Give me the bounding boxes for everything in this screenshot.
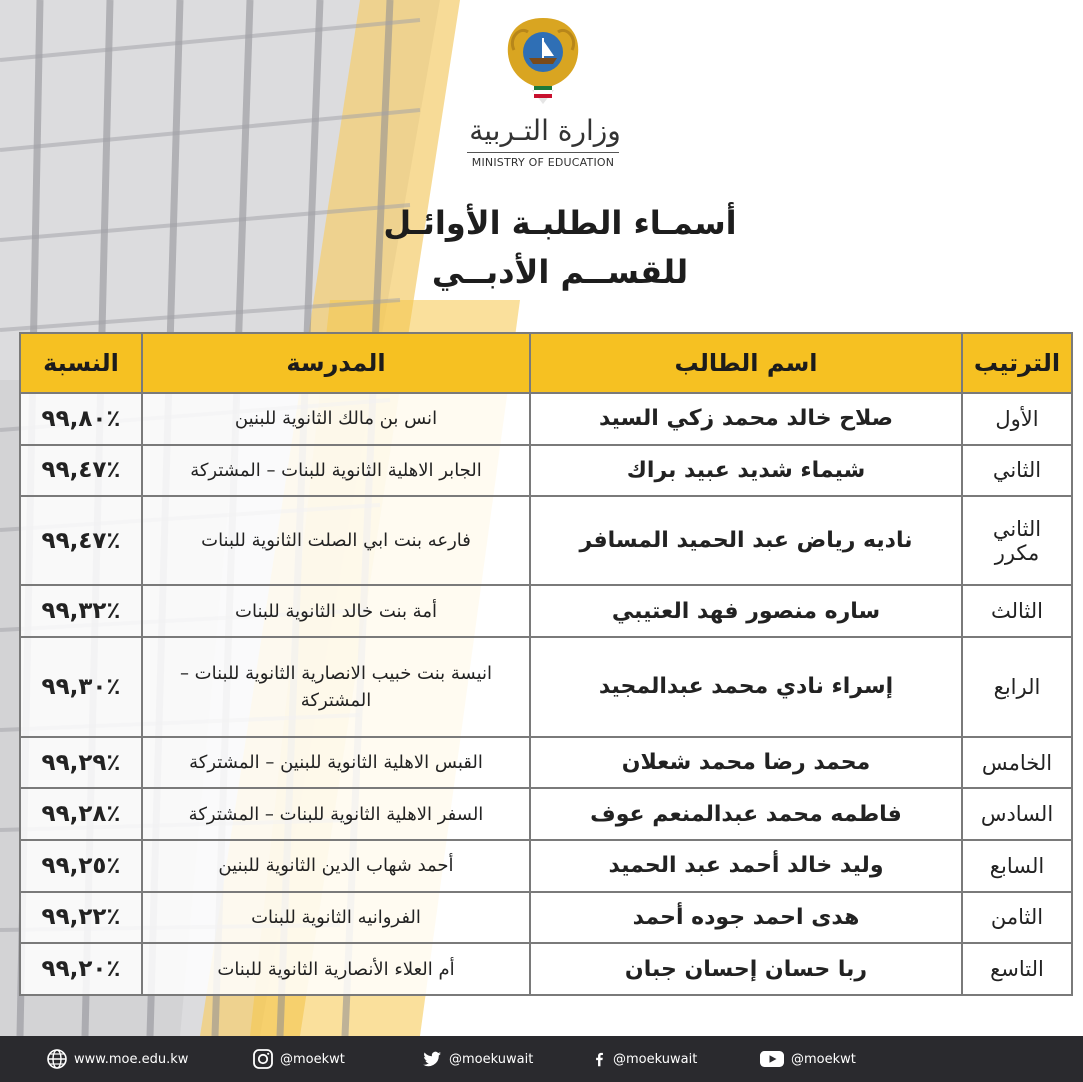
table-row xyxy=(20,496,1072,585)
school-cell: انيسة بنت خبيب الانصارية الثانوية للبنات – المشتركة xyxy=(142,637,530,737)
student-name-cell: وليد خالد أحمد عبد الحميد xyxy=(530,840,962,892)
table-row xyxy=(20,892,1072,944)
footer-bar xyxy=(0,1036,1083,1082)
footer-website-text: www.moe.edu.kw xyxy=(74,1051,189,1067)
table-row xyxy=(20,637,1072,737)
student-name-cell: شيماء شديد عبيد براك xyxy=(530,445,962,497)
top-students-table xyxy=(19,332,1073,996)
table-row xyxy=(20,393,1072,445)
globe-icon xyxy=(46,1048,68,1070)
rank-cell: التاسع xyxy=(962,943,1072,995)
school-cell: أم العلاء الأنصارية الثانوية للبنات xyxy=(142,943,530,995)
percent-cell: ٪٩٩,٢٩ xyxy=(20,737,142,789)
student-name-cell: ربا حسان إحسان جبان xyxy=(530,943,962,995)
rank-column-header: الترتيب xyxy=(962,333,1072,393)
school-cell: أحمد شهاب الدين الثانوية للبنين xyxy=(142,840,530,892)
footer-instagram-link[interactable] xyxy=(252,1036,345,1082)
percent-cell: ٪٩٩,٢٢ xyxy=(20,892,142,944)
percent-cell: ٪٩٩,٢٠ xyxy=(20,943,142,995)
facebook-icon xyxy=(591,1048,607,1070)
table-row xyxy=(20,840,1072,892)
ministry-name-english: MINISTRY OF EDUCATION xyxy=(471,156,615,169)
ministry-name-arabic: وزارة التـربية xyxy=(469,114,621,147)
name-column-header: اسم الطالب xyxy=(530,333,962,393)
footer-youtube-link[interactable] xyxy=(759,1036,856,1082)
footer-website-link[interactable] xyxy=(46,1036,188,1082)
footer-instagram-text: @moekwt xyxy=(280,1051,345,1067)
student-name-cell: إسراء نادي محمد عبدالمجيد xyxy=(530,637,962,737)
rank-cell: السابع xyxy=(962,840,1072,892)
percent-cell: ٪٩٩,٨٠ xyxy=(20,393,142,445)
twitter-icon xyxy=(421,1048,443,1070)
student-name-cell: صلاح خالد محمد زكي السيد xyxy=(530,393,962,445)
school-cell: فارعه بنت ابي الصلت الثانوية للبنات xyxy=(142,496,530,585)
rank-cell: الرابع xyxy=(962,637,1072,737)
page-title: أسمـاء الطلبـة الأوائـل xyxy=(383,204,737,242)
table-row xyxy=(20,943,1072,995)
rank-cell: الثاني مكرر xyxy=(962,496,1072,585)
percent-cell: ٪٩٩,٢٨ xyxy=(20,788,142,840)
instagram-icon xyxy=(252,1048,274,1070)
footer-facebook-text: @moekuwait xyxy=(613,1051,698,1067)
footer-twitter-link[interactable] xyxy=(421,1036,533,1082)
student-name-cell: ساره منصور فهد العتيبي xyxy=(530,585,962,637)
table-row xyxy=(20,737,1072,789)
rank-cell: الثاني xyxy=(962,445,1072,497)
rank-cell: الخامس xyxy=(962,737,1072,789)
table-row xyxy=(20,788,1072,840)
rank-cell: الأول xyxy=(962,393,1072,445)
school-cell: القبس الاهلية الثانوية للبنين – المشتركة xyxy=(142,737,530,789)
youtube-icon xyxy=(759,1048,785,1070)
footer-twitter-text: @moekuwait xyxy=(449,1051,534,1067)
page-subtitle: للقســم الأدبــي xyxy=(431,253,689,291)
percent-cell: ٪٩٩,٣٢ xyxy=(20,585,142,637)
footer-youtube-text: @moekwt xyxy=(791,1051,856,1067)
table-row xyxy=(20,585,1072,637)
student-name-cell: محمد رضا محمد شعلان xyxy=(530,737,962,789)
ministry-divider xyxy=(467,152,619,153)
footer-facebook-link[interactable] xyxy=(591,1036,697,1082)
kuwait-emblem-logo xyxy=(498,12,588,108)
school-cell: الفروانيه الثانوية للبنات xyxy=(142,892,530,944)
rank-cell: السادس xyxy=(962,788,1072,840)
percent-cell: ٪٩٩,٤٧ xyxy=(20,445,142,497)
student-name-cell: هدى احمد جوده أحمد xyxy=(530,892,962,944)
table-row xyxy=(20,445,1072,497)
rank-cell: الثامن xyxy=(962,892,1072,944)
student-name-cell: ناديه رياض عبد الحميد المسافر xyxy=(530,496,962,585)
student-name-cell: فاطمه محمد عبدالمنعم عوف xyxy=(530,788,962,840)
percent-cell: ٪٩٩,٤٧ xyxy=(20,496,142,585)
school-cell: السفر الاهلية الثانوية للبنات – المشتركة xyxy=(142,788,530,840)
school-cell: انس بن مالك الثانوية للبنين xyxy=(142,393,530,445)
percent-cell: ٪٩٩,٢٥ xyxy=(20,840,142,892)
school-cell: الجابر الاهلية الثانوية للبنات – المشتركة xyxy=(142,445,530,497)
school-cell: أمة بنت خالد الثانوية للبنات xyxy=(142,585,530,637)
percent-cell: ٪٩٩,٣٠ xyxy=(20,637,142,737)
percent-column-header: النسبة xyxy=(20,333,142,393)
school-column-header: المدرسة xyxy=(142,333,530,393)
table-header-row xyxy=(20,333,1072,393)
rank-cell: الثالث xyxy=(962,585,1072,637)
